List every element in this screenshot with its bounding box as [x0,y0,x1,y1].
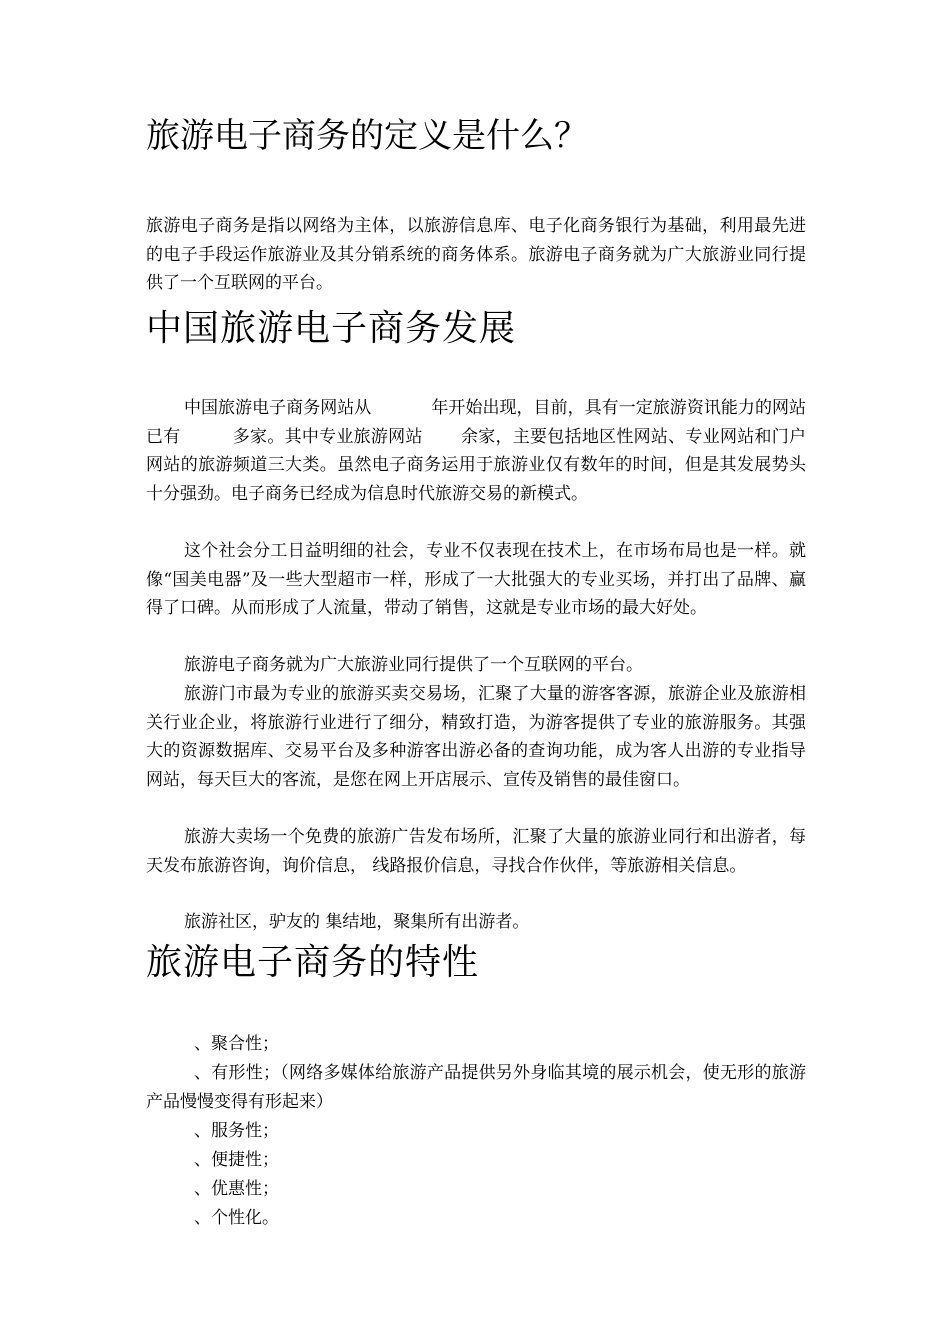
development-paragraph-3: 旅游电子商务就为广大旅游业同行提供了一个互联网的平台。 [184,655,643,675]
development-paragraph-5: 旅游大卖场一个免费的旅游广告发布场所，汇聚了大量的旅游业同行和出游者，每天发布旅游咨询，询价信息， 线路报价信息，寻找合作伙伴，等旅游相关信息。 [146,827,806,876]
development-p1-part-b: 年开始出现，目前，具有一定旅游资讯能力的网站已有 [146,398,807,447]
list-item: 、服务性； [194,1121,279,1141]
list-item: 、有形性；（网络多媒体给旅游产品提供另外身临其境的展示机会，使无形的旅游产品慢慢变得有形起来） [146,1063,806,1112]
list-item: 、个性化。 [194,1208,279,1228]
development-p1-part-d: 余家，主要包括地区性网站、专业网站和门户网站的旅游频道三大类。虽然电子商务运用于旅游业仅有数年的时间，但是其发展势头十分强劲。电子商务已经成为信息时代旅游交易的新模式。 [146,426,807,504]
development-paragraph-1 [146,394,806,508]
development-paragraph-2: 这个社会分工日益明细的社会，专业不仅表现在技术上，在市场布局也是一样。就像“国美电器”及一些大型超市一样，形成了一大批强大的专业买场，并打出了品牌、赢得了口碑。从而形成了人流量，带动了销售，这就是专业市场的最大好处。 [146,541,806,618]
features-heading: 旅游电子商务的特性 [146,942,480,983]
definition-heading: 旅游电子商务的定义是什么？ [146,116,588,156]
development-paragraph-6: 旅游社区，驴友的 集结地，聚集所有出游者。 [184,912,530,932]
development-p1-part-c: 多家。其中专业旅游网站 [232,426,423,447]
development-paragraph-4: 旅游门市最为专业的旅游买卖交易场，汇聚了大量的游客客源，旅游企业及旅游相关行业企业，将旅游行业进行了细分，精致打造，为游客提供了专业的旅游服务。其强大的资源数据库、交易平台及多种游客出游必备的查询功能，成为客人出游的专业指导网站，每天巨大的客流，是您在网上开店展示、宣传及销售的最佳窗口。 [146,684,806,790]
definition-paragraph: 旅游电子商务是指以网络为主体，以旅游信息库、电子化商务银行为基础，利用最先进的电子手段运作旅游业及其分销系统的商务体系。旅游电子商务就为广大旅游业同行提供了一个互联网的平台。 [146,216,806,293]
list-item: 、便捷性； [194,1150,279,1170]
development-p1-part-a: 中国旅游电子商务网站从 [184,398,372,418]
list-item: 、聚合性； [194,1034,279,1054]
features-list [146,1030,806,1233]
list-item: 、优惠性； [194,1179,279,1199]
development-heading: 中国旅游电子商务发展 [146,308,517,349]
